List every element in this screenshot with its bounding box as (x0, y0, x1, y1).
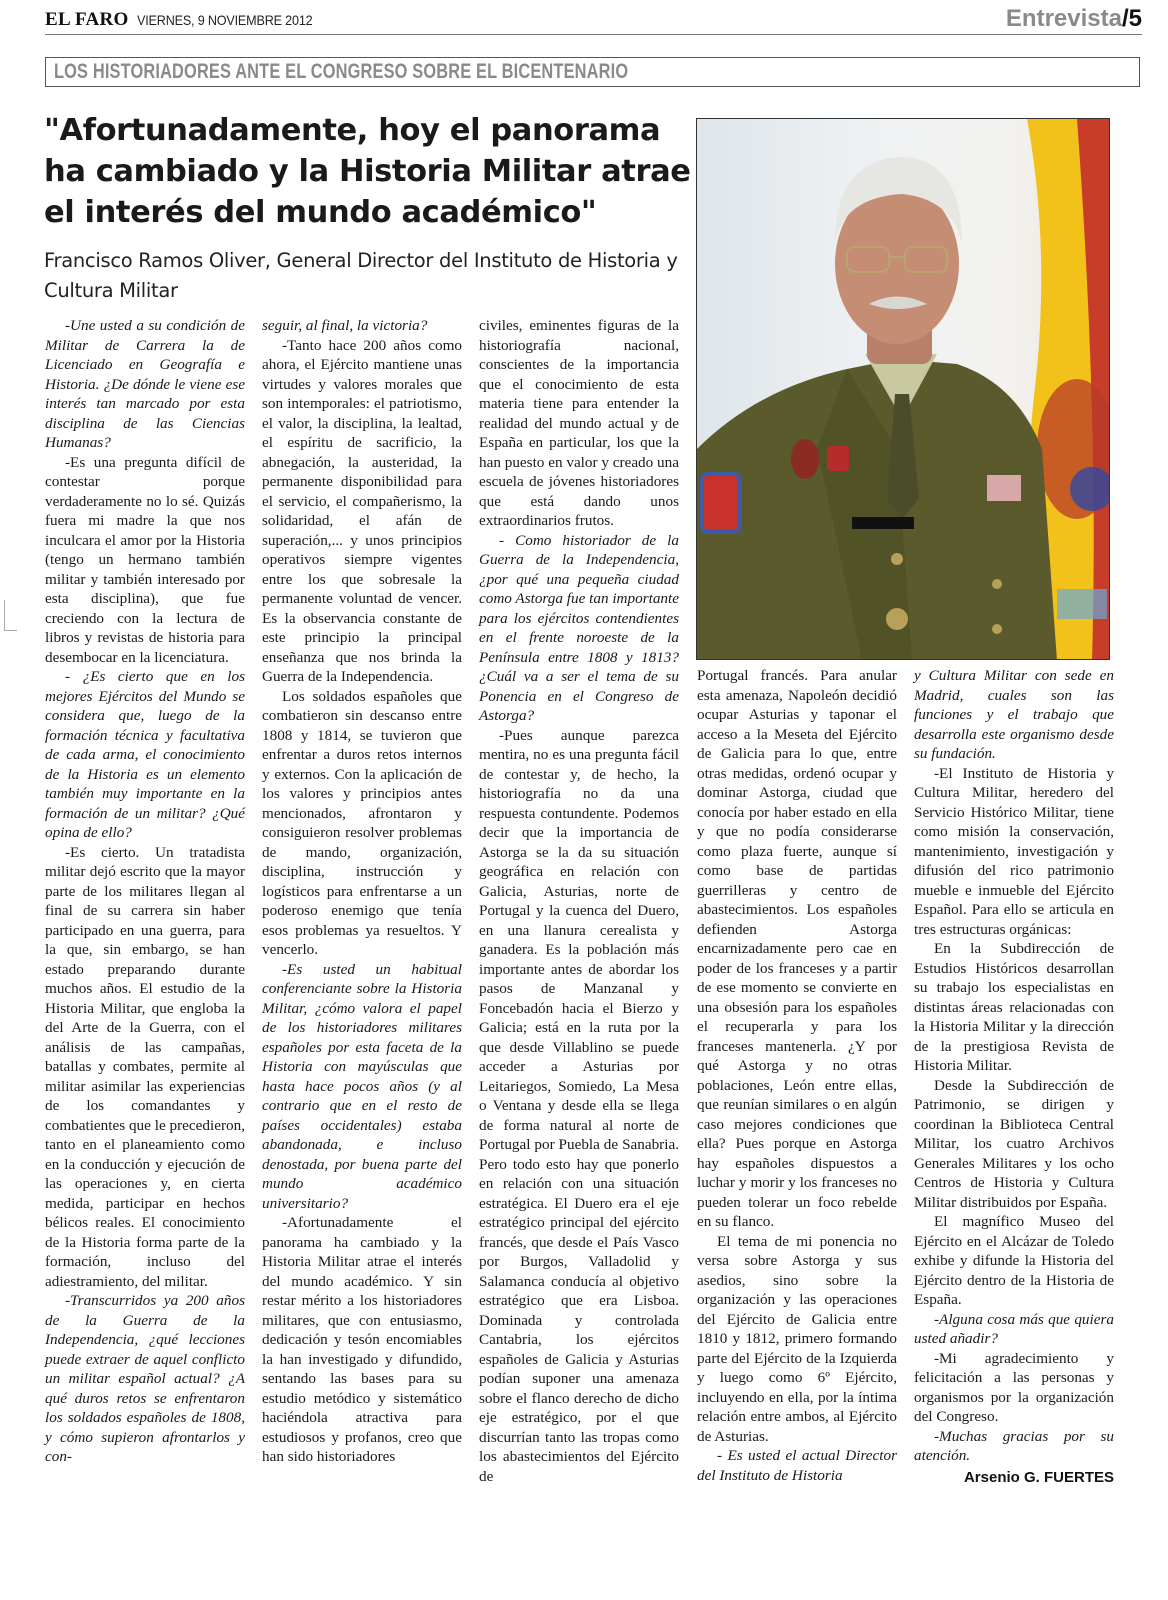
closing-remark: -Muchas gracias por su atención. (914, 1427, 1114, 1464)
answer: En la Subdirección de Estudios Históricos desarrollan su trabajo los especialistas en distintas áreas relacionadas con la Historia Militar y la dirección de la prestigiosa Revista de Historia Militar. (914, 940, 1114, 1074)
question: - Como historiador de la Guerra de la Independencia, ¿por qué una pequeña ciudad como Astorga fue tan importante para los ejércitos contendientes en el frente noroeste de la Península entre 1808 y 1813? ¿Cuál va a ser el tema de su Ponencia en el Congreso de Astorga? (479, 531, 679, 724)
answer: -Pues aunque parezca mentira, no es una pregunta fácil de contestar y, de hecho, la historiografía no da una respuesta contundente. Podemos decir que la importancia de Astorga se la da su situación geográfica en relación con Galicia, Asturias, norte de Portugal y la cuenca del Duero, en una llanura cerealista y ganadera. Es la población más importante antes de abordar los pasos de Manzanal y Foncebadón hacia el Bierzo y Galicia; está en la ruta por la que desde Villablino se puede acceder a Asturias por Leitariegos, Somiedo, La Mesa o Ventana y desde ella se llega de forma natural al norte de Portugal por Puebla de Sanabria. Pero todo esto hay que ponerlo en relación con una situación estratégica. El Duero era el eje estratégico principal del ejército francés, que desde el País Vasco por Burgos, Valladolid y Salamanca conducía al objetivo estratégico que era Lisboa. Dominada y controlada Cantabria, los ejércitos españoles de Galicia y Asturias podían suponer una amenaza sobre el flanco derecho de dicho eje estratégico, por el que discurrían tanto las tropas como los abastecimientos del Ejército de (479, 726, 679, 1485)
answer-continued: Portugal francés. Para anular esta amenaza, Napoleón decidió ocupar Asturias y taponar el acceso a la Meseta del Ejército de Galicia para lo que, entre otras medidas, ordenó ocupar y dominar Astorga, ciudad que conocía por haber estado en ella y que no podía considerarse como plaza fuerte, aunque sí como base de partidas guerrilleras y centro de abastecimientos. Los españoles defienden Astorga encarnizadamente pero cae en poder de los franceses y a partir de ese momento se convierte en una obsesión para los españoles el recuperarla y para los franceses mantenerla. ¿Y por qué Astorga y no otras poblaciones, León entre ellas, que reunían similares o en algún caso mejores condiciones que ella? Pues porque en Astorga hay españoles dispuestos a luchar y morir y los franceses no pueden tolerar un foco rebelde en su flanco. (697, 667, 897, 1230)
answer: El magnífico Museo del Ejército en el Alcázar de Toledo exhibe y difunde la Historia del Ejército dentro de la Historia de España. (914, 1213, 1114, 1308)
answer: -Mi agradecimiento y felicitación a las personas y organismos por la organización del Congreso. (914, 1349, 1114, 1425)
answer: -Tanto hace 200 años como ahora, el Ejército mantiene unas virtudes y valores morales que son intemporales: el patriotismo, el valor, la disciplina, la lealtad, el espíritu de sacrificio, la abnegación, la austeridad, la permanente disponibilidad para el servicio, el compañerismo, la solidaridad, el afán de superación,... y unos principios operativos siempre vigentes entre los que sobresale la permanente voluntad de vencer. Es la observancia constante de este principio la principal enseñanza que nos brinda la Guerra de la Independencia. (262, 336, 462, 685)
page-number: /5 (1121, 5, 1142, 32)
paper-name: EL FARO (45, 9, 129, 30)
question: -Es usted un habitual conferenciante sobre la Historia Militar, ¿cómo valora el papel de los historiadores militares españoles por esta faceta de la Historia con mayúsculas que hasta hace pocos años (y al contrario que en el resto de países occidentales) estaba abandonada, e incluso denostada, por buena parte del mundo académico universitario? (262, 960, 462, 1212)
answer: -El Instituto de Historia y Cultura Militar, heredero del Servicio Histórico Militar, tiene como misión la conservación, mantenimiento, investigación y difusión del rico patrimonio mueble e inmueble del Ejército Español. Para ello se articula en tres estructuras orgánicas: (914, 764, 1114, 938)
section-label (1006, 5, 1142, 33)
article-column-5 (914, 666, 1114, 1487)
question-continued: seguir, al final, la victoria? (262, 317, 428, 334)
question: -Alguna cosa más que quiera usted añadir? (914, 1310, 1114, 1347)
article-column-1 (45, 316, 245, 1467)
question: -Transcurridos ya 200 años de la Guerra de la Independencia, ¿qué lecciones puede extraer de aquel conflicto un militar español actual? ¿A qué duros retos se enfrentaron los soldados españoles de 1808, y cómo supieron afrontarlos y con- (45, 1292, 245, 1465)
answer: Los soldados españoles que combatieron sin descanso entre 1808 y 1814, se tuvieron que enfrentar a duros retos internos y externos. Con la aplicación de los valores y principios antes mencionados, afrontaron y consiguieron resolver problemas de mando, organización, disciplina, instrucción y logísticos para enfrentarse a un poderoso enemigo que tenía esos problemas ya resueltos. Y vencerlo. (262, 687, 462, 958)
question: - ¿Es cierto que en los mejores Ejércitos del Mundo se considera que, luego de la formación técnica y facultativa de cada arma, el conocimiento de la Historia es un elemento también muy importante en la formación de un militar? ¿Qué opina de ello? (45, 668, 245, 841)
article-column-4 (697, 666, 897, 1485)
answer: -Afortunadamente el panorama ha cambiado y la Historia Militar atrae el interés del mundo académico. Y sin restar mérito a los historiadores militares, que con entusiasmo, dedicación y tesón encomiables la han investigado y difundido, sentando las bases para su estudio metódico y sistemático haciéndola atractiva para estudiosos y profanos, creo que han sido historiadores (262, 1214, 462, 1465)
deck-subtitle: Francisco Ramos Oliver, General Director del Instituto de Historia y Cultura Militar (44, 249, 678, 302)
question-continued: y Cultura Militar con sede en Madrid, cuales son las funciones y el trabajo que desarrolla este organismo desde su fundación. (914, 667, 1114, 762)
section-name: Entrevista (1005, 5, 1122, 32)
portrait-illustration (697, 119, 1110, 660)
article-column-3 (479, 316, 679, 1486)
answer: -Es cierto. Un tratadista militar dejó escrito que la mayor parte de los militares llegan al final de su carrera sin haber participado en una guerra, para la que, sin embargo, se han estado preparando durante muchos años. El estudio de la Historia Militar, que engloba la del Arte de la Guerra, con el análisis de las campañas, batallas y combates, permite al militar asimilar las experiencias de los comandantes y combatientes que le precedieron, tanto en el planeamiento como en la conducción y ejecución de las operaciones y, en cierta medida, participar en hechos bélicos reales. El conocimiento de la Historia forma parte de la formación, incluso del adiestramiento, del militar. (45, 843, 245, 1290)
article-column-2 (262, 316, 462, 1467)
question: -Une usted a su condición de Militar de Carrera la de Licenciado en Geografía e Historia. ¿De dónde le viene ese interés tan marcado por esta disciplina de las Ciencias Humanas? (45, 317, 245, 451)
byline: Arsenio G. FUERTES (963, 1468, 1114, 1486)
kicker-text: LOS HISTORIADORES ANTE EL CONGRESO SOBRE EL BICENTENARIO (54, 60, 629, 83)
question: - Es usted el actual Director del Instituto de Historia (697, 1447, 897, 1484)
answer: Desde la Subdirección de Patrimonio, se dirigen y coordinan la Biblioteca Central Militar, los cuatro Archivos Generales Militares y los ocho Centros de Historia y Cultura Militar distribuidos por España. (914, 1076, 1114, 1211)
masthead (45, 6, 1142, 35)
answer: El tema de mi ponencia no versa sobre Astorga y sus asedios, sino sobre la organización y las operaciones del Ejército de Galicia entre 1810 y 1812, primero formando parte del Ejército de la Izquierda y luego como 6º Ejército, incluyendo en ella, por la íntima relación entre ambos, al Ejército de Asturias. (697, 1232, 897, 1445)
portrait-photo (696, 118, 1110, 660)
answer: -Es una pregunta difícil de contestar porque verdaderamente no lo sé. Quizás fuera mi madre la que nos inculcara el amor por la Historia (tengo un hermano también militar y también interesado por esta disciplina), que fue creciendo con la lectura de libros y revistas de historia para desembocar en la licenciatura. (45, 453, 245, 666)
issue-date: VIERNES, 9 NOVIEMBRE 2012 (137, 12, 313, 28)
crop-mark (4, 600, 17, 631)
kicker-box (45, 57, 1140, 87)
headline: "Afortunadamente, hoy el panorama ha cambiado y la Historia Militar atrae el interés del mundo académico" (44, 113, 691, 230)
answer-continued: civiles, eminentes figuras de la historiografía nacional, conscientes de la importancia que el conocimiento de esta materia tiene para entender la realidad del mundo actual y de España en particular, los que la han puesto en valor y creado una escuela de jóvenes historiadores que está dando unos extraordinarios frutos. (479, 317, 679, 529)
